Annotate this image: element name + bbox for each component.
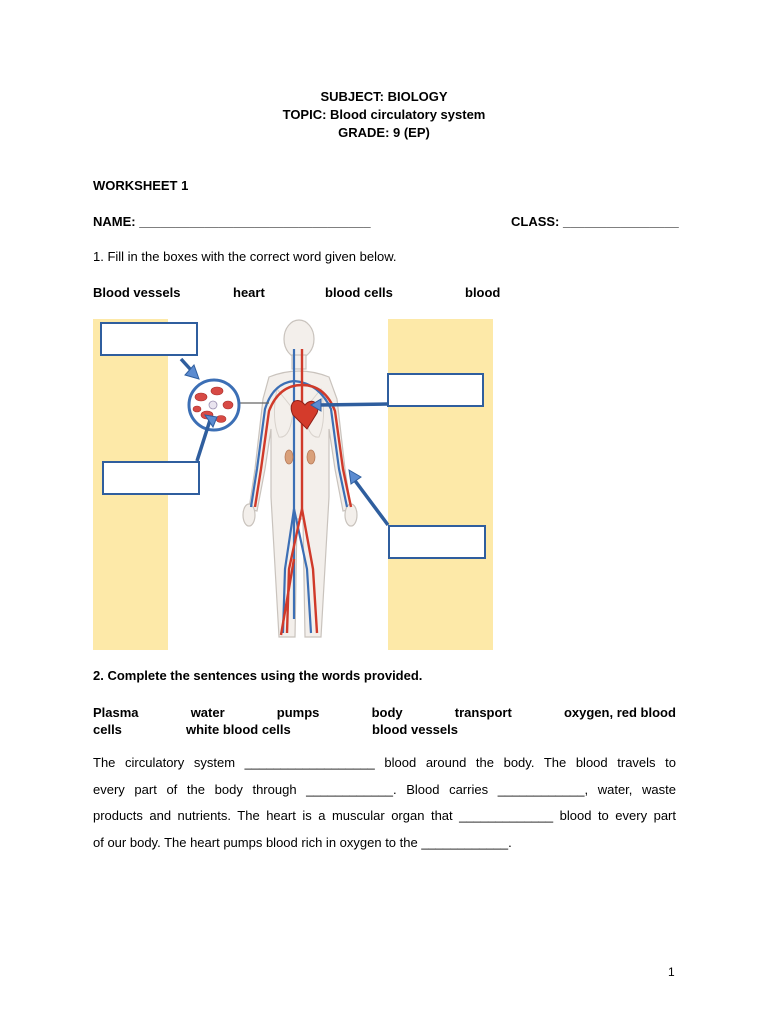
word-bank-2-item: transport xyxy=(454,705,512,720)
circulatory-system-diagram xyxy=(93,319,493,650)
subject-line: SUBJECT: BIOLOGY xyxy=(320,89,448,104)
worksheet-title: WORKSHEET 1 xyxy=(93,178,189,193)
fill-in-paragraph xyxy=(93,750,676,856)
word-bank-2-item: oxygen, red blood xyxy=(563,705,676,720)
word-bank-2-item: pumps xyxy=(276,705,320,720)
word-bank-2-item: water xyxy=(190,705,225,720)
word-bank-1-item: blood xyxy=(465,285,501,300)
answer-box-bottom-right[interactable] xyxy=(388,525,486,559)
word-bank-1-item: heart xyxy=(233,285,265,300)
answer-box-top-left[interactable] xyxy=(100,322,198,356)
word-bank-2-item: white blood cells xyxy=(186,722,291,737)
name-field[interactable]: NAME: ________________________________ xyxy=(93,214,371,229)
question-1-prompt: 1. Fill in the boxes with the correct word given below. xyxy=(93,249,397,264)
word-bank-2-item: body xyxy=(371,705,403,720)
paragraph-line: The circulatory system __________________ blood around the body. The blood travels to xyxy=(93,755,676,770)
page-number: 1 xyxy=(668,965,675,979)
class-field[interactable]: CLASS: ________________ xyxy=(511,214,679,229)
paragraph-line: every part of the body through ____________. Blood carries ____________, water, waste xyxy=(93,781,676,797)
word-bank-2 xyxy=(93,704,676,738)
word-bank-2-item: cells xyxy=(93,722,122,737)
answer-box-top-right[interactable] xyxy=(387,373,484,407)
answer-box-bottom-left[interactable] xyxy=(102,461,200,495)
word-bank-1-item: Blood vessels xyxy=(93,285,181,300)
word-bank-1-item: blood cells xyxy=(325,285,393,300)
grade-line: GRADE: 9 (EP) xyxy=(338,125,430,140)
word-bank-2-item: Plasma xyxy=(93,705,139,720)
paragraph-line: of our body. The heart pumps blood rich in oxygen to the ____________. xyxy=(93,834,512,850)
paragraph-line: products and nutrients. The heart is a muscular organ that _____________ blood to every part xyxy=(93,808,676,823)
word-bank-2-item: blood vessels xyxy=(372,722,458,737)
question-2-prompt: 2. Complete the sentences using the words provided. xyxy=(93,668,423,683)
topic-line: TOPIC: Blood circulatory system xyxy=(282,107,486,122)
